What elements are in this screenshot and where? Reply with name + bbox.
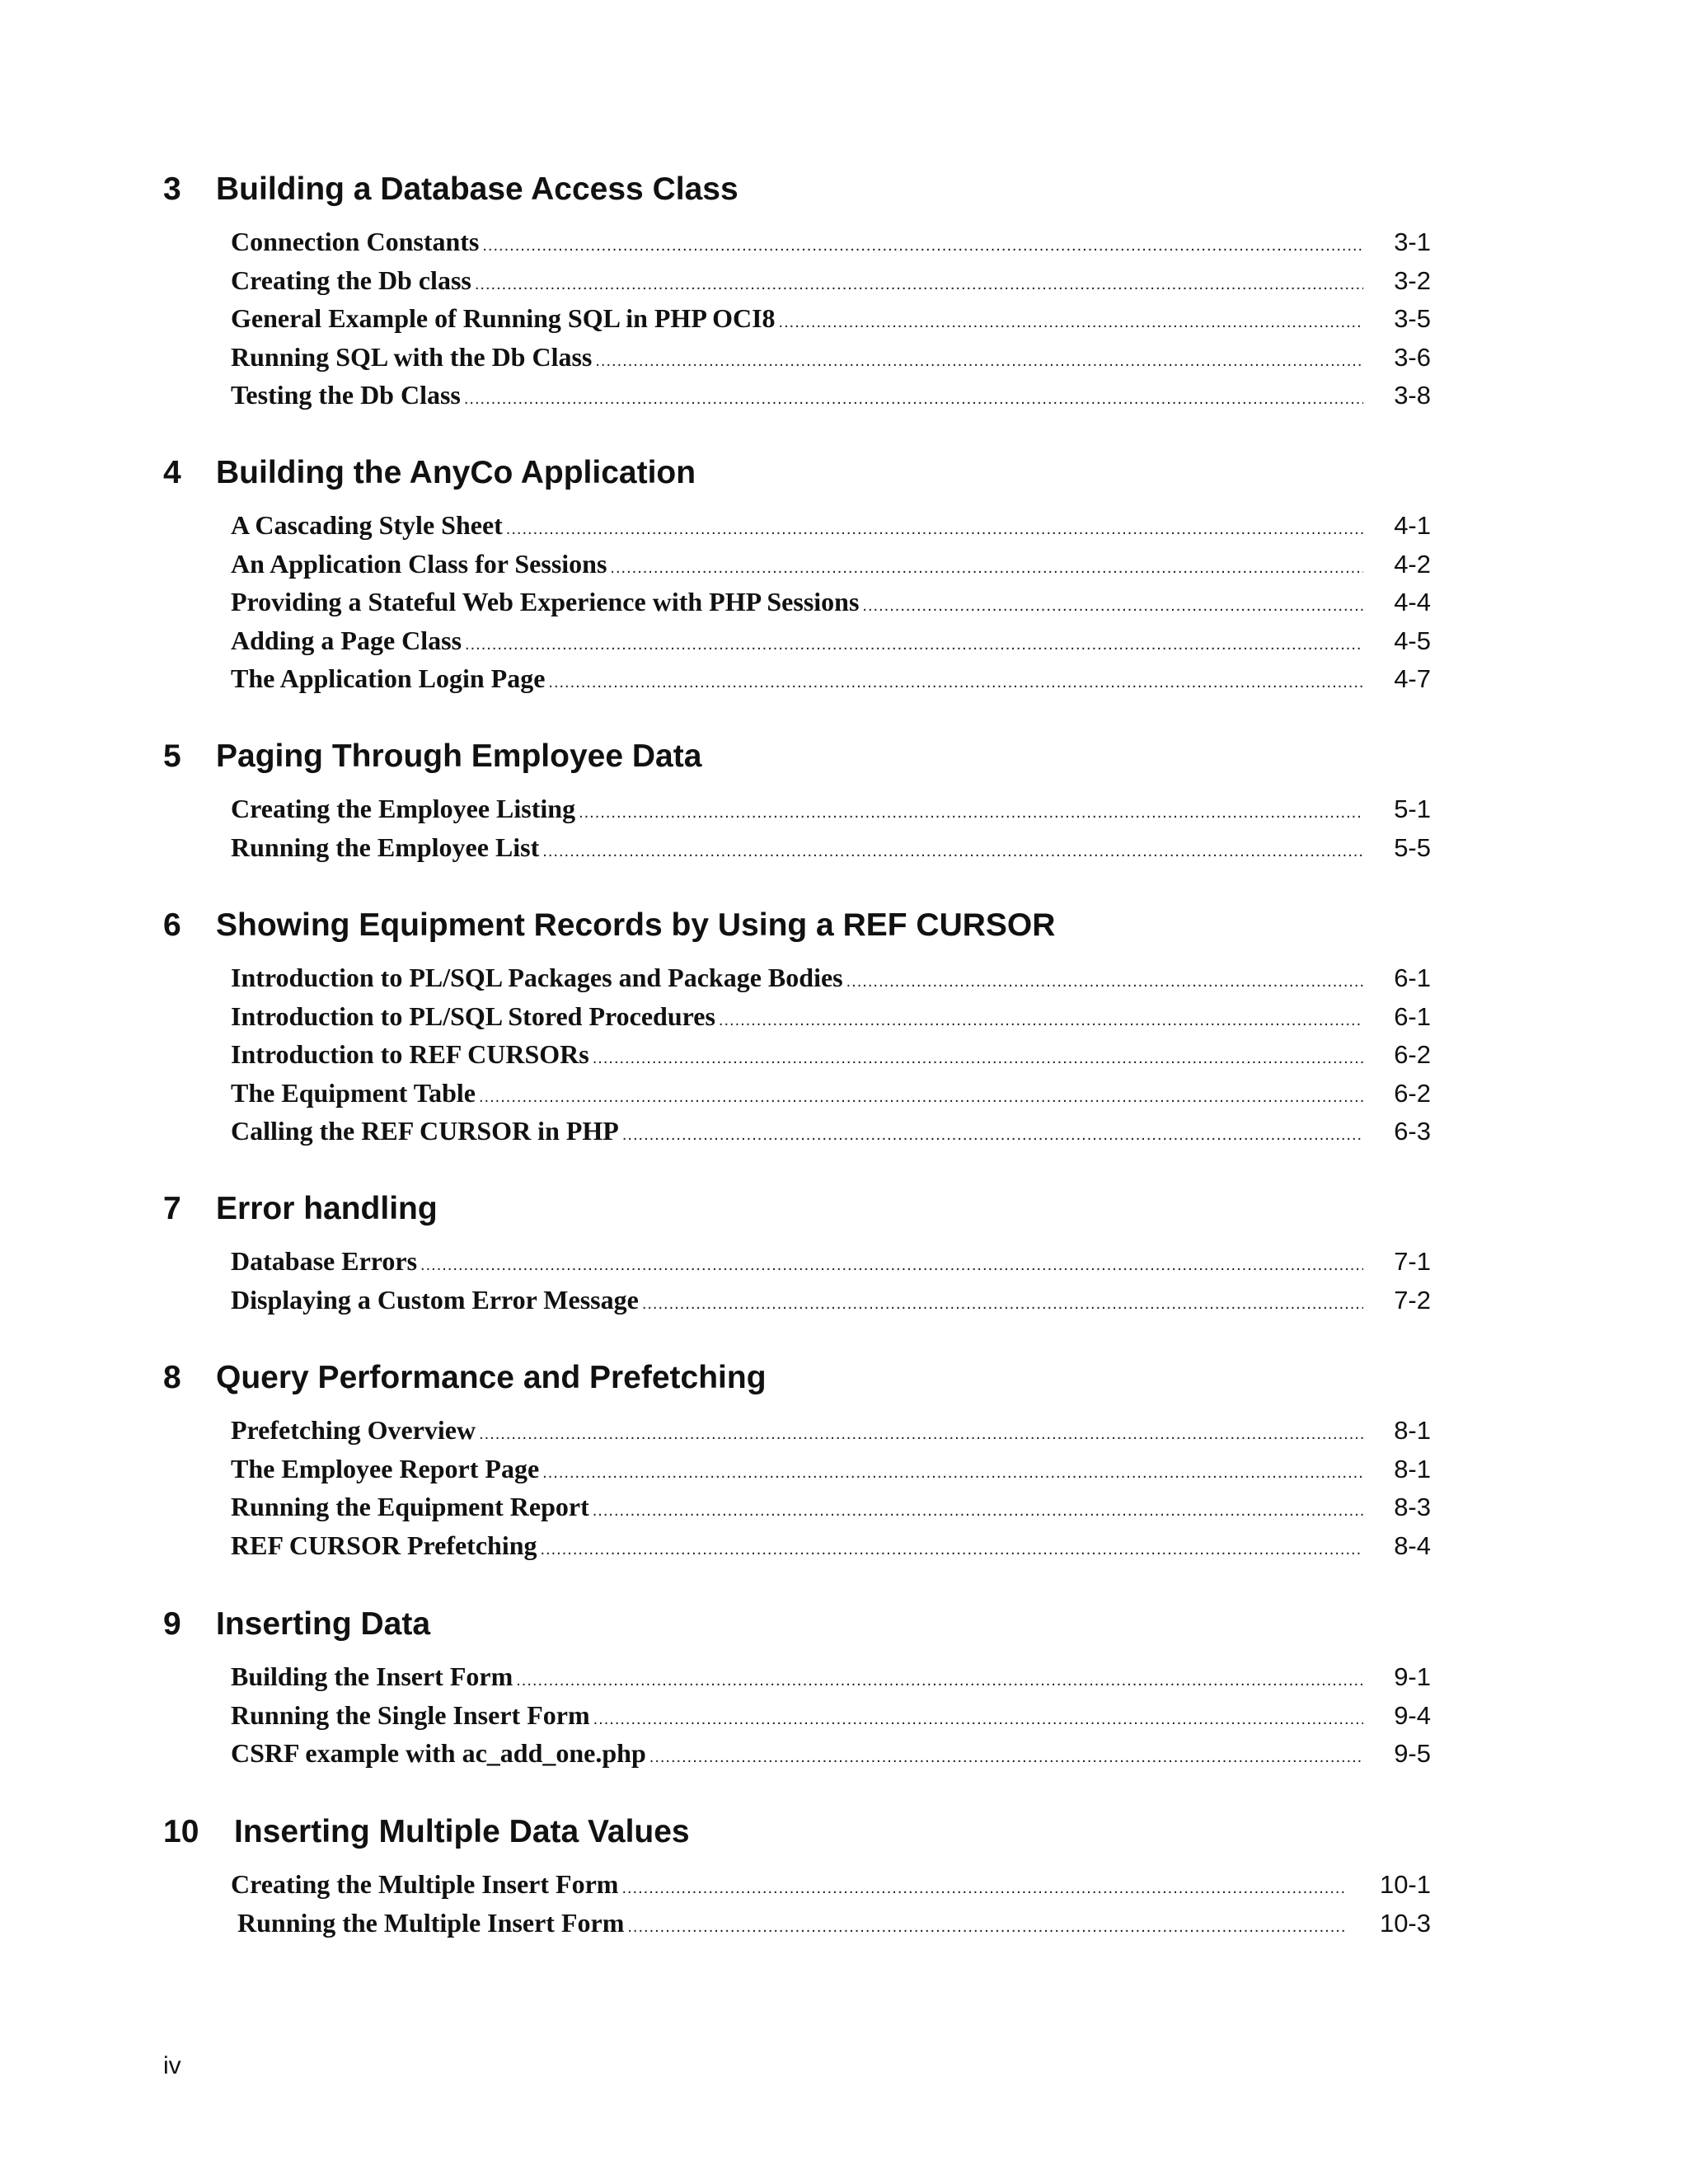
dot-leader: [627, 1908, 1345, 1947]
dot-leader: [579, 794, 1363, 832]
entry-page[interactable]: 3-5: [1394, 304, 1431, 334]
chapter-title[interactable]: Paging Through Employee Data: [216, 738, 702, 774]
entry-title[interactable]: Creating the Employee Listing: [231, 794, 576, 823]
chapter-7: [163, 1183, 1432, 1319]
dot-leader: [464, 380, 1363, 419]
entry-title[interactable]: Introduction to PL/SQL Stored Procedures: [231, 1001, 715, 1031]
entry-page[interactable]: 5-1: [1394, 794, 1431, 823]
dot-leader: [475, 265, 1363, 304]
chapter-number: 6: [163, 907, 181, 943]
toc-entry[interactable]: [231, 1074, 1431, 1113]
dot-leader: [506, 510, 1363, 549]
dot-leader: [465, 626, 1363, 664]
toc-entry[interactable]: [231, 828, 1431, 867]
entry-title[interactable]: Prefetching Overview: [231, 1415, 476, 1445]
entry-title[interactable]: Introduction to PL/SQL Packages and Package Bodies: [231, 963, 843, 992]
dot-leader: [719, 1001, 1363, 1040]
dot-leader: [621, 1869, 1345, 1908]
entry-page[interactable]: 8-1: [1394, 1416, 1431, 1445]
dot-leader: [649, 1738, 1363, 1777]
section-list: [231, 790, 1431, 866]
entry-title[interactable]: Testing the Db Class: [231, 380, 461, 410]
entry-page[interactable]: 3-6: [1394, 342, 1431, 372]
dot-leader: [516, 1661, 1363, 1700]
entry-title[interactable]: Running the Single Insert Form: [231, 1699, 590, 1730]
chapter-10: [163, 1806, 1432, 1942]
entry-page[interactable]: 6-2: [1394, 1040, 1431, 1070]
page-number: iv: [163, 2052, 181, 2079]
toc-entry[interactable]: [231, 1734, 1431, 1773]
entry-title[interactable]: An Application Class for Sessions: [231, 548, 607, 579]
toc-entry[interactable]: [231, 338, 1431, 377]
toc-entry[interactable]: [231, 1657, 1431, 1696]
chapter-6: [163, 899, 1432, 1151]
chapter-number: 10: [163, 1814, 199, 1849]
entry-page[interactable]: 4-2: [1394, 549, 1431, 579]
entry-title[interactable]: Running SQL with the Db Class: [231, 341, 593, 372]
chapter-5: [163, 730, 1432, 866]
toc-entry[interactable]: [231, 1112, 1431, 1151]
entry-page[interactable]: 9-1: [1394, 1662, 1431, 1691]
toc-entry[interactable]: [231, 958, 1431, 997]
entry-page[interactable]: 10-3: [1379, 1908, 1431, 1938]
toc-entry[interactable]: [231, 583, 1431, 621]
chapter-4: [163, 447, 1432, 698]
dot-leader: [593, 1700, 1363, 1739]
dot-leader: [593, 1039, 1363, 1078]
dot-leader: [542, 832, 1363, 871]
entry-title[interactable]: Running the Equipment Report: [231, 1492, 589, 1522]
chapter-title[interactable]: Building a Database Access Class: [216, 171, 738, 207]
chapter-title[interactable]: Showing Equipment Records by Using a REF CURSOR: [216, 907, 1056, 943]
chapter-number: 9: [163, 1606, 181, 1642]
toc-entry[interactable]: [231, 621, 1431, 660]
toc-entry[interactable]: [231, 1035, 1431, 1074]
entry-title[interactable]: Running the Multiple Insert Form: [237, 1907, 625, 1938]
dot-leader: [479, 1415, 1363, 1454]
entry-page[interactable]: 4-1: [1394, 511, 1431, 540]
chapter-title[interactable]: Inserting Multiple Data Values: [234, 1814, 690, 1849]
entry-title[interactable]: Creating the Multiple Insert Form: [231, 1869, 619, 1899]
chapter-heading: [163, 1806, 1432, 1858]
chapter-heading: [163, 447, 1432, 499]
chapter-number: 3: [163, 171, 181, 207]
entry-title[interactable]: Introduction to REF CURSORs: [231, 1039, 589, 1070]
entry-page[interactable]: 6-2: [1394, 1078, 1431, 1108]
entry-title[interactable]: Providing a Stateful Web Experience with PHP Sessions: [231, 587, 860, 617]
dot-leader: [622, 1116, 1363, 1155]
toc-entry[interactable]: [231, 1411, 1431, 1450]
toc-entry[interactable]: [231, 1696, 1431, 1735]
entry-page[interactable]: 6-3: [1394, 1117, 1431, 1146]
chapter-heading: [163, 730, 1432, 783]
chapter-number: 8: [163, 1360, 181, 1395]
chapter-heading: [163, 1598, 1432, 1651]
entry-page[interactable]: 3-1: [1394, 227, 1431, 256]
dot-leader: [548, 663, 1363, 702]
entry-title[interactable]: Building the Insert Form: [231, 1661, 513, 1691]
chapter-title[interactable]: Query Performance and Prefetching: [216, 1360, 767, 1395]
dot-leader: [542, 1454, 1363, 1493]
chapter-title[interactable]: Error handling: [216, 1191, 438, 1226]
toc-entry[interactable]: [231, 1865, 1431, 1904]
dot-leader: [610, 549, 1363, 588]
entry-page[interactable]: 4-4: [1394, 588, 1431, 617]
entry-page[interactable]: 7-1: [1394, 1247, 1431, 1276]
chapter-number: 4: [163, 455, 181, 490]
chapter-heading: [163, 899, 1432, 952]
chapter-title[interactable]: Inserting Data: [216, 1606, 431, 1642]
section-list: [231, 506, 1431, 698]
chapter-heading: [163, 163, 1432, 216]
section-list: [231, 223, 1431, 415]
entry-title[interactable]: Connection Constants: [231, 227, 480, 256]
entry-title[interactable]: Displaying a Custom Error Message: [231, 1284, 639, 1315]
dot-leader: [862, 587, 1363, 626]
entry-title[interactable]: Creating the Db class: [231, 265, 471, 295]
toc-entry[interactable]: [231, 223, 1431, 261]
entry-page[interactable]: 6-1: [1394, 963, 1431, 992]
dot-leader: [846, 963, 1363, 1001]
toc-entry[interactable]: [231, 1242, 1431, 1281]
entry-page[interactable]: 4-5: [1394, 626, 1431, 655]
toc-entry[interactable]: [231, 506, 1431, 545]
toc-entry[interactable]: [231, 545, 1431, 583]
entry-title[interactable]: REF CURSOR Prefetching: [231, 1530, 537, 1560]
entry-page[interactable]: 8-1: [1394, 1454, 1431, 1483]
toc-entry[interactable]: [231, 299, 1431, 338]
entry-title[interactable]: The Equipment Table: [231, 1077, 476, 1108]
dot-leader: [420, 1246, 1363, 1285]
entry-page[interactable]: 4-7: [1394, 664, 1431, 694]
dot-leader: [479, 1078, 1363, 1117]
chapter-9: [163, 1598, 1432, 1773]
entry-page[interactable]: 5-5: [1394, 832, 1431, 862]
chapter-title[interactable]: Building the AnyCo Application: [216, 455, 696, 490]
entry-title[interactable]: General Example of Running SQL in PHP OCI8: [231, 303, 776, 334]
section-list: [231, 1865, 1431, 1942]
entry-title[interactable]: The Employee Report Page: [231, 1453, 540, 1483]
toc-entry[interactable]: [231, 1281, 1431, 1319]
entry-title[interactable]: A Cascading Style Sheet: [231, 510, 503, 540]
section-list: [231, 1242, 1431, 1319]
toc-entry[interactable]: [231, 261, 1431, 300]
entry-title[interactable]: Running the Employee List: [231, 832, 540, 862]
chapter-number: 7: [163, 1191, 181, 1226]
entry-page[interactable]: 7-2: [1394, 1285, 1431, 1315]
chapter-8: [163, 1352, 1432, 1564]
toc-entry[interactable]: [231, 997, 1431, 1036]
entry-page[interactable]: 8-4: [1394, 1530, 1431, 1560]
chapter-number: 5: [163, 738, 181, 774]
entry-page[interactable]: 9-4: [1394, 1700, 1431, 1730]
entry-page[interactable]: 6-1: [1394, 1001, 1431, 1031]
entry-page[interactable]: 3-8: [1394, 381, 1431, 410]
entry-title[interactable]: Calling the REF CURSOR in PHP: [231, 1116, 619, 1146]
entry-title[interactable]: Adding a Page Class: [231, 625, 462, 655]
entry-title[interactable]: CSRF example with ac_add_one.php: [231, 1738, 646, 1769]
toc-entry[interactable]: [231, 1526, 1431, 1565]
entry-title[interactable]: Database Errors: [231, 1246, 418, 1276]
section-list: [231, 1657, 1431, 1773]
dot-leader: [779, 303, 1363, 342]
entry-page[interactable]: 3-2: [1394, 265, 1431, 295]
chapter-heading: [163, 1352, 1432, 1404]
entry-page[interactable]: 9-5: [1394, 1739, 1431, 1769]
toc-entry[interactable]: [231, 1450, 1431, 1488]
entry-page[interactable]: 8-3: [1394, 1493, 1431, 1522]
dot-leader: [593, 1492, 1363, 1530]
section-list: [231, 958, 1431, 1151]
dot-leader: [482, 227, 1363, 265]
section-list: [231, 1411, 1431, 1564]
entry-title[interactable]: The Application Login Page: [231, 663, 546, 694]
toc-entry[interactable]: [231, 376, 1431, 415]
entry-page[interactable]: 10-1: [1379, 1870, 1431, 1899]
toc-entry[interactable]: [231, 790, 1431, 828]
toc-entry[interactable]: [231, 659, 1431, 698]
dot-leader: [541, 1530, 1363, 1569]
toc-entry[interactable]: [231, 1904, 1431, 1943]
dot-leader: [642, 1285, 1363, 1324]
chapter-heading: [163, 1183, 1432, 1235]
dot-leader: [595, 342, 1363, 381]
toc-entry[interactable]: [231, 1488, 1431, 1526]
chapter-3: [163, 163, 1432, 415]
